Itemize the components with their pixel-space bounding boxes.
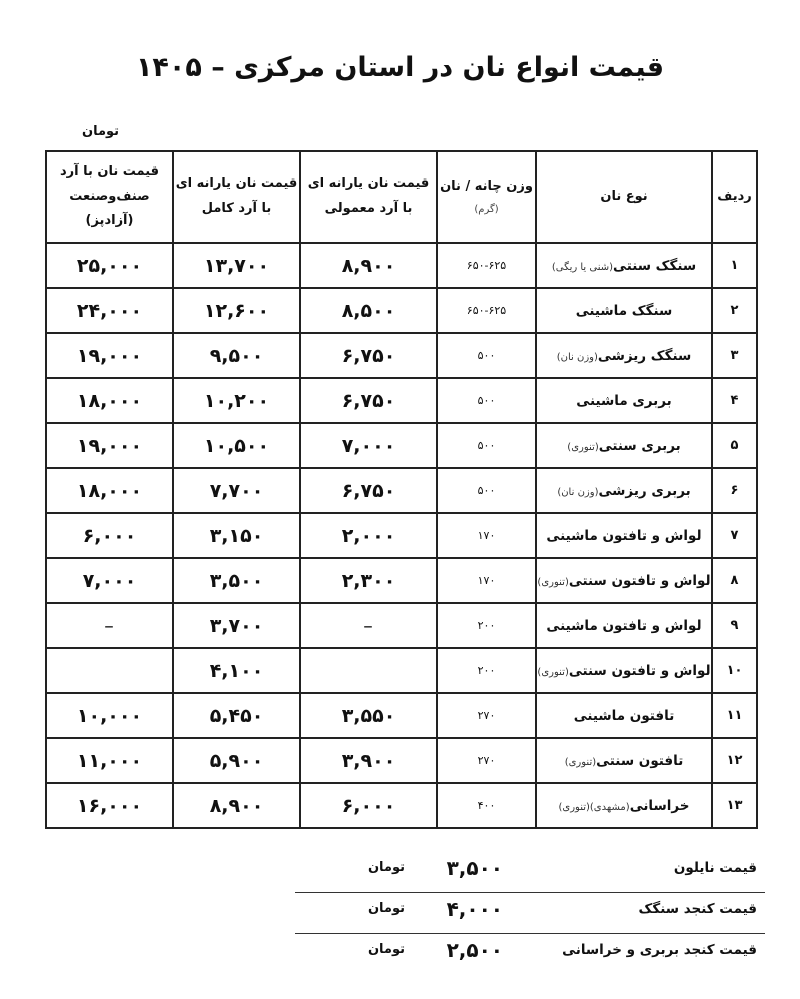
extra-price-row [295, 934, 765, 974]
dough-weight: ۲۷۰ [437, 693, 536, 738]
bread-name [536, 243, 712, 288]
price-subsidized-regular: ۶,۷۵۰ [300, 333, 437, 378]
dough-weight: ۱۷۰ [437, 513, 536, 558]
price-subsidized-regular: ۳,۹۰۰ [300, 738, 437, 783]
price-subsidized-whole: ۱۰,۵۰۰ [173, 423, 300, 468]
table-row [46, 333, 757, 378]
price-free: ۲۵,۰۰۰ [46, 243, 173, 288]
price-subsidized-regular: ۲,۰۰۰ [300, 513, 437, 558]
table-row [46, 558, 757, 603]
dough-weight: ۵۰۰ [437, 423, 536, 468]
extra-unit: تومان [367, 860, 405, 875]
bread-name [536, 783, 712, 828]
price-subsidized-regular: ۶,۷۵۰ [300, 378, 437, 423]
price-subsidized-whole: ۳,۷۰۰ [173, 603, 300, 648]
bread-name-text: خراسانی [629, 797, 690, 814]
price-free: ۱۱,۰۰۰ [46, 738, 173, 783]
currency-unit-label: تومان [82, 124, 120, 139]
bread-name [536, 513, 712, 558]
bread-price-table [45, 150, 758, 829]
extra-price: ۴,۰۰۰ [446, 897, 503, 921]
price-subsidized-whole: ۷,۷۰۰ [173, 468, 300, 513]
table-row [46, 603, 757, 648]
bread-name-note: (تنوری) [537, 576, 569, 588]
price-subsidized-whole: ۱۲,۶۰۰ [173, 288, 300, 333]
price-subsidized-whole: ۳,۵۰۰ [173, 558, 300, 603]
price-subsidized-whole: ۵,۴۵۰ [173, 693, 300, 738]
price-subsidized-whole: ۴,۱۰۰ [173, 648, 300, 693]
price-subsidized-regular: ۲,۳۰۰ [300, 558, 437, 603]
table-row [46, 738, 757, 783]
row-number: ۶ [712, 468, 757, 513]
header-subsidized-regular: قیمت نان یارانه ای با آرد معمولی [300, 151, 437, 243]
bread-name-text: لواش و تافتون سنتی [568, 662, 711, 679]
dough-weight: ۶۵۰-۶۲۵ [437, 243, 536, 288]
price-free: – [46, 603, 173, 648]
bread-name [536, 693, 712, 738]
price-subsidized-regular: ۷,۰۰۰ [300, 423, 437, 468]
price-subsidized-whole: ۱۰,۲۰۰ [173, 378, 300, 423]
bread-name-note: (تنوری) [567, 441, 599, 453]
dough-weight: ۴۰۰ [437, 783, 536, 828]
row-number: ۱۱ [712, 693, 757, 738]
bread-name-text: لواش و تافتون سنتی [568, 572, 711, 589]
bread-name-note: (وزن نان) [557, 486, 599, 498]
price-free: ۷,۰۰۰ [46, 558, 173, 603]
row-number: ۵ [712, 423, 757, 468]
bread-name-note: (تنوری) [564, 756, 597, 768]
bread-name-note: (شنی یا ریگی) [551, 261, 614, 273]
price-subsidized-whole: ۱۳,۷۰۰ [173, 243, 300, 288]
bread-name [536, 378, 712, 423]
header-weight-label: وزن چانه / نان [440, 179, 533, 195]
bread-name [536, 603, 712, 648]
bread-name-text: سنگک ریزشی [597, 347, 692, 364]
price-subsidized-whole: ۵,۹۰۰ [173, 738, 300, 783]
header-bread-type: نوع نان [536, 151, 712, 243]
header-row-number: ردیف [712, 151, 757, 243]
bread-name [536, 648, 712, 693]
row-number: ۸ [712, 558, 757, 603]
bread-name-note: (وزن نان) [556, 351, 598, 363]
price-free: ۶,۰۰۰ [46, 513, 173, 558]
row-number: ۷ [712, 513, 757, 558]
bread-name [536, 288, 712, 333]
extra-unit: تومان [367, 942, 405, 957]
row-number: ۱۰ [712, 648, 757, 693]
table-row [46, 513, 757, 558]
extra-price: ۳,۵۰۰ [446, 856, 503, 880]
bread-name-text: تافتون سنتی [596, 752, 684, 769]
bread-name-note: (تنوری) [537, 666, 569, 678]
price-free [46, 648, 173, 693]
bread-name-text: لواش و تافتون ماشینی [546, 617, 702, 634]
dough-weight: ۵۰۰ [437, 468, 536, 513]
table-row [46, 693, 757, 738]
extra-prices [295, 852, 765, 974]
price-free: ۱۶,۰۰۰ [46, 783, 173, 828]
bread-name [536, 423, 712, 468]
price-subsidized-regular: ۳,۵۵۰ [300, 693, 437, 738]
price-free: ۱۹,۰۰۰ [46, 333, 173, 378]
header-subsidized-whole: قیمت نان یارانه ای با آرد کامل [173, 151, 300, 243]
dough-weight: ۲۰۰ [437, 603, 536, 648]
header-weight [437, 151, 536, 243]
bread-name-note: (مشهدی)(تنوری) [558, 801, 630, 813]
dough-weight: ۱۷۰ [437, 558, 536, 603]
row-number: ۴ [712, 378, 757, 423]
row-number: ۱ [712, 243, 757, 288]
dough-weight: ۶۵۰-۶۲۵ [437, 288, 536, 333]
price-subsidized-regular: ۶,۷۵۰ [300, 468, 437, 513]
table-row [46, 423, 757, 468]
header-weight-unit: (گرم) [474, 203, 499, 215]
bread-name-text: تافتون ماشینی [573, 707, 675, 724]
price-free: ۲۴,۰۰۰ [46, 288, 173, 333]
price-subsidized-whole: ۳,۱۵۰ [173, 513, 300, 558]
bread-name [536, 738, 712, 783]
price-free: ۱۸,۰۰۰ [46, 378, 173, 423]
extra-price: ۲,۵۰۰ [446, 938, 503, 962]
dough-weight: ۲۰۰ [437, 648, 536, 693]
price-free: ۱۸,۰۰۰ [46, 468, 173, 513]
table-row [46, 378, 757, 423]
price-subsidized-regular: ۶,۰۰۰ [300, 783, 437, 828]
extra-label: قیمت کنجد بربری و خراسانی [562, 942, 757, 958]
bread-name [536, 333, 712, 378]
bread-name-text: بربری ماشینی [576, 392, 672, 409]
table-row [46, 783, 757, 828]
table-row [46, 288, 757, 333]
row-number: ۱۳ [712, 783, 757, 828]
table-row [46, 648, 757, 693]
dough-weight: ۵۰۰ [437, 333, 536, 378]
price-subsidized-whole: ۹,۵۰۰ [173, 333, 300, 378]
price-free: ۱۹,۰۰۰ [46, 423, 173, 468]
extra-label: قیمت کنجد سنگک [638, 901, 757, 917]
table-header-row [46, 151, 757, 243]
dough-weight: ۲۷۰ [437, 738, 536, 783]
price-subsidized-regular: ۸,۹۰۰ [300, 243, 437, 288]
price-subsidized-regular: – [300, 603, 437, 648]
row-number: ۱۲ [712, 738, 757, 783]
extra-price-row [295, 893, 765, 934]
bread-name [536, 558, 712, 603]
bread-name-text: بربری سنتی [598, 437, 681, 454]
extra-unit: تومان [367, 901, 405, 916]
row-number: ۳ [712, 333, 757, 378]
extra-price-row [295, 852, 765, 893]
bread-name-text: سنگک ماشینی [575, 302, 673, 319]
price-subsidized-whole: ۸,۹۰۰ [173, 783, 300, 828]
page-title: قیمت انواع نان در استان مرکزی – ۱۴۰۵ [135, 52, 665, 83]
bread-name-text: سنگک سنتی [613, 257, 697, 274]
price-free: ۱۰,۰۰۰ [46, 693, 173, 738]
row-number: ۹ [712, 603, 757, 648]
bread-name [536, 468, 712, 513]
table-row [46, 468, 757, 513]
table-row [46, 243, 757, 288]
bread-name-text: لواش و تافتون ماشینی [546, 527, 702, 544]
bread-name-text: بربری ریزشی [598, 482, 691, 499]
row-number: ۲ [712, 288, 757, 333]
price-subsidized-regular [300, 648, 437, 693]
extra-label: قیمت نایلون [673, 860, 757, 876]
dough-weight: ۵۰۰ [437, 378, 536, 423]
price-subsidized-regular: ۸,۵۰۰ [300, 288, 437, 333]
header-free-price: قیمت نان با آرد صنف‌وصنعت (آزادپز) [46, 151, 173, 243]
